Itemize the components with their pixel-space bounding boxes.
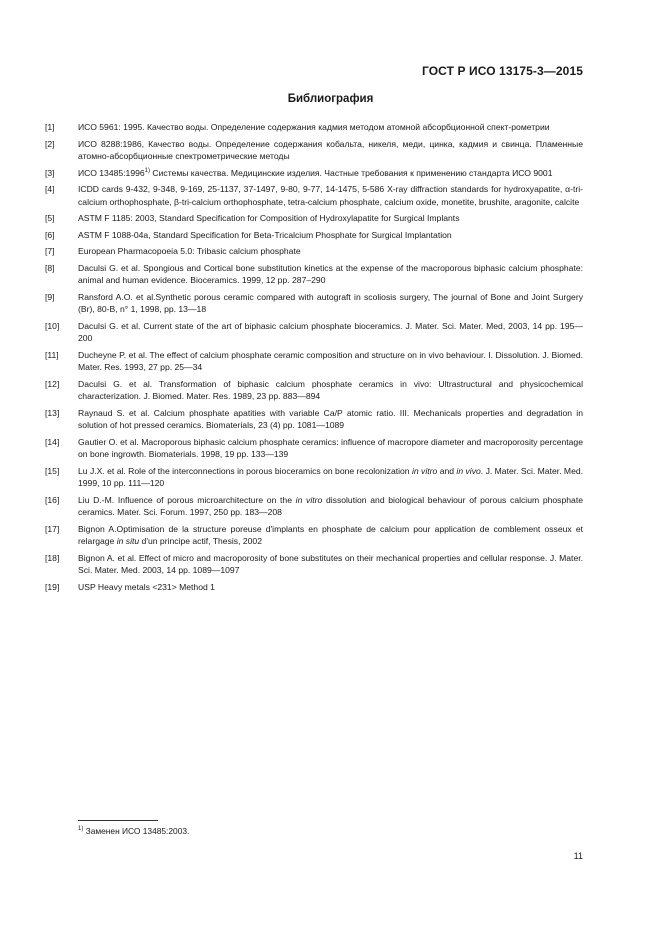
reference-text-part: ASTM F 1185: 2003, Standard Specification for Composition of Hydroxylapatite for Surgical Implants bbox=[78, 213, 460, 224]
reference-number: [4] bbox=[45, 184, 55, 195]
reference-text-part: Ransford A.O. et al.Synthetic porous ceramic compared with autograft in scoliosis surgery, The journal of Bone and Joint Surgery (Br), 80-B, n° 1, 1998, pp. 13—18 bbox=[78, 291, 583, 315]
footnote-divider bbox=[78, 820, 158, 821]
reference-text-part: Bignon A. et al. Effect of micro and macroporosity of bone substitutes on their mechanical properties and cellular response. J. Mater. Sci. Mater. Med. 2003, 14 pp. 1089—1097 bbox=[78, 552, 583, 576]
reference-text bbox=[78, 552, 583, 577]
reference-number: [19] bbox=[45, 581, 60, 592]
reference-number: [13] bbox=[45, 407, 60, 418]
reference-number: [12] bbox=[45, 378, 60, 389]
reference-text bbox=[78, 494, 583, 519]
standard-code: ГОСТ Р ИСО 13175-3—2015 bbox=[421, 64, 583, 78]
reference-number: [11] bbox=[45, 349, 59, 360]
reference-text bbox=[78, 378, 583, 403]
reference-number: [5] bbox=[45, 213, 55, 224]
reference-number: [2] bbox=[45, 138, 55, 149]
reference-item bbox=[45, 291, 583, 316]
reference-text-part: ИСО 5961: 1995. Качество воды. Определение содержания кадмия методом атомной абсорбционной спект-рометрии bbox=[78, 122, 550, 132]
reference-item bbox=[45, 262, 583, 287]
reference-text-part: Ducheyne P. et al. The effect of calcium phosphate ceramic composition and structure on in vivo behaviour. I. Dissolution. J. Biomed. Mater. Res. 1993, 27 pp. 25—34 bbox=[78, 349, 583, 373]
reference-number: [8] bbox=[45, 262, 55, 273]
reference-text-part: USP Heavy metals <231> Method 1 bbox=[78, 581, 215, 592]
reference-text bbox=[78, 121, 583, 133]
reference-text bbox=[78, 436, 583, 461]
reference-item bbox=[45, 552, 583, 577]
reference-text-part: ИСО 13485:1996 bbox=[78, 167, 145, 178]
reference-item bbox=[45, 436, 583, 461]
reference-number: [6] bbox=[45, 229, 55, 240]
reference-text-part: ИСО 8288:1986, Качество воды. Определение содержания кобальта, никеля, меди, цинка, кадмия и свинца. Пламенные атомно-абсорбционные спектрометрические методы bbox=[78, 138, 583, 161]
reference-text-part: dissolution and biological behaviour of porous calcium phosphate ceramics. Mater. Sci. Forum. 1997, 250 pp. 183—208 bbox=[78, 494, 583, 518]
reference-text bbox=[78, 212, 583, 224]
reference-text-part: in vitro bbox=[411, 465, 438, 476]
reference-number: [3] bbox=[45, 167, 55, 178]
reference-text-part: European Pharmacopoeia 5.0: Tribasic calcium phosphate bbox=[78, 246, 301, 257]
reference-item bbox=[45, 320, 583, 345]
reference-item bbox=[45, 465, 583, 490]
reference-text-part: in situ bbox=[116, 536, 140, 547]
reference-text bbox=[78, 581, 583, 593]
footnote bbox=[78, 826, 189, 836]
reference-text-part: Системы качества. Медицинские изделия. Частные требования к применению стандарта ИСО 9001 bbox=[150, 167, 553, 178]
reference-text-part: Raynaud S. et al. Calcium phosphate apatities with variable Ca/P atomic ratio. III. Mechanicals properties and degradation in solution of hot pressed ceramics. Biomaterials, 23 (4) pp. 1081—1089 bbox=[78, 407, 583, 431]
reference-text-part: in vivo bbox=[456, 465, 481, 476]
reference-text-part: ICDD cards 9-432, 9-348, 9-169, 25-1137, 37-1497, 9-80, 9-77, 14-1475, 5-586 X-ray diffraction standards for hydroxyapatite, α-tri-calcium orthophosphate, β-tri-calcium orthophosphate, tetra-calcium phosphate, calcium oxide, monetite, brushite, aragonite, calcite bbox=[78, 184, 583, 207]
reference-text bbox=[78, 183, 583, 208]
footnote-text: Заменен ИСО 13485:2003. bbox=[83, 826, 190, 836]
reference-item bbox=[45, 167, 583, 179]
reference-number: [14] bbox=[45, 436, 60, 447]
reference-item bbox=[45, 378, 583, 403]
reference-text bbox=[78, 262, 583, 287]
reference-text bbox=[78, 349, 583, 374]
reference-text-part: Liu D.-M. Influence of porous microarchitecture on the bbox=[78, 494, 296, 505]
reference-item bbox=[45, 212, 583, 224]
reference-text bbox=[78, 465, 583, 490]
reference-text-part: and bbox=[437, 465, 457, 476]
reference-item bbox=[45, 523, 583, 548]
reference-text bbox=[78, 320, 583, 345]
reference-text-part: Bignon A.Optimisation de la structure poreuse d'implants en phosphate de calcium pour application de comblement osseux et relargage bbox=[78, 523, 583, 547]
reference-text-part: Daculsi G. et al. Transformation of biphasic calcium phosphate ceramics in vivo: Ultrastructural and physicochemical characterization. J. Biomed. Mater. Res. 1989, 23 pp. 883—894 bbox=[78, 378, 583, 402]
reference-text bbox=[78, 407, 583, 432]
reference-number: [9] bbox=[45, 291, 55, 302]
reference-text-part: Gautier O. et al. Macroporous biphasic calcium phosphate ceramics: influence of macropore diameter and macroporosity percentage on bone ingrowth. Biomaterials. 1998, 19 pp. 133—139 bbox=[78, 436, 583, 460]
reference-number: [18] bbox=[45, 552, 60, 563]
reference-item bbox=[45, 183, 583, 208]
reference-number: [17] bbox=[45, 523, 60, 534]
reference-text bbox=[78, 229, 583, 241]
reference-text-part: . J. Mater. Sci. Mater. Med. 1999, 10 pp. 111—120 bbox=[78, 465, 584, 489]
reference-item bbox=[45, 138, 583, 163]
reference-text-part: Lu J.X. et al. Role of the interconnections in porous bioceramics on bone recolonization bbox=[78, 465, 412, 476]
reference-text-part: in vitro bbox=[295, 494, 323, 505]
page-number: 11 bbox=[573, 851, 583, 861]
reference-number: [16] bbox=[45, 494, 60, 505]
reference-item bbox=[45, 407, 583, 432]
footnote-ref: 1) bbox=[144, 167, 151, 174]
reference-item bbox=[45, 349, 583, 374]
reference-item bbox=[45, 581, 583, 593]
reference-text-part: d'un principe actif, Thesis, 2002 bbox=[139, 536, 262, 547]
bibliography-list bbox=[45, 121, 583, 598]
reference-number: [7] bbox=[45, 246, 55, 257]
reference-text bbox=[78, 523, 583, 548]
reference-text bbox=[78, 291, 583, 316]
reference-text-part: Daculsi G. et al. Current state of the art of biphasic calcium phosphate bioceramics. J. Mater. Sci. Mater. Med, 2003, 14 pp. 195—200 bbox=[78, 320, 583, 344]
reference-text-part: Daculsi G. et al. Spongious and Cortical bone substitution kinetics at the expense of the macroporous biphasic calcium phosphate: animal and human evidence. Bioceramics. 1999, 12 pp. 287–290 bbox=[78, 262, 583, 286]
reference-text-part: ASTM F 1088-04a, Standard Specification for Beta-Tricalcium Phosphate for Surgical Implantation bbox=[78, 229, 452, 240]
reference-item bbox=[45, 494, 583, 519]
reference-item bbox=[45, 121, 583, 133]
reference-item bbox=[45, 229, 583, 241]
footnote-marker: 1) bbox=[78, 826, 84, 833]
reference-item bbox=[45, 245, 583, 257]
reference-number: [10] bbox=[45, 320, 60, 331]
reference-text bbox=[78, 245, 583, 257]
reference-number: [15] bbox=[45, 465, 60, 476]
reference-number: [1] bbox=[45, 122, 55, 132]
reference-text bbox=[78, 138, 583, 163]
page-title: Библиография bbox=[287, 93, 374, 105]
reference-text bbox=[78, 167, 583, 179]
